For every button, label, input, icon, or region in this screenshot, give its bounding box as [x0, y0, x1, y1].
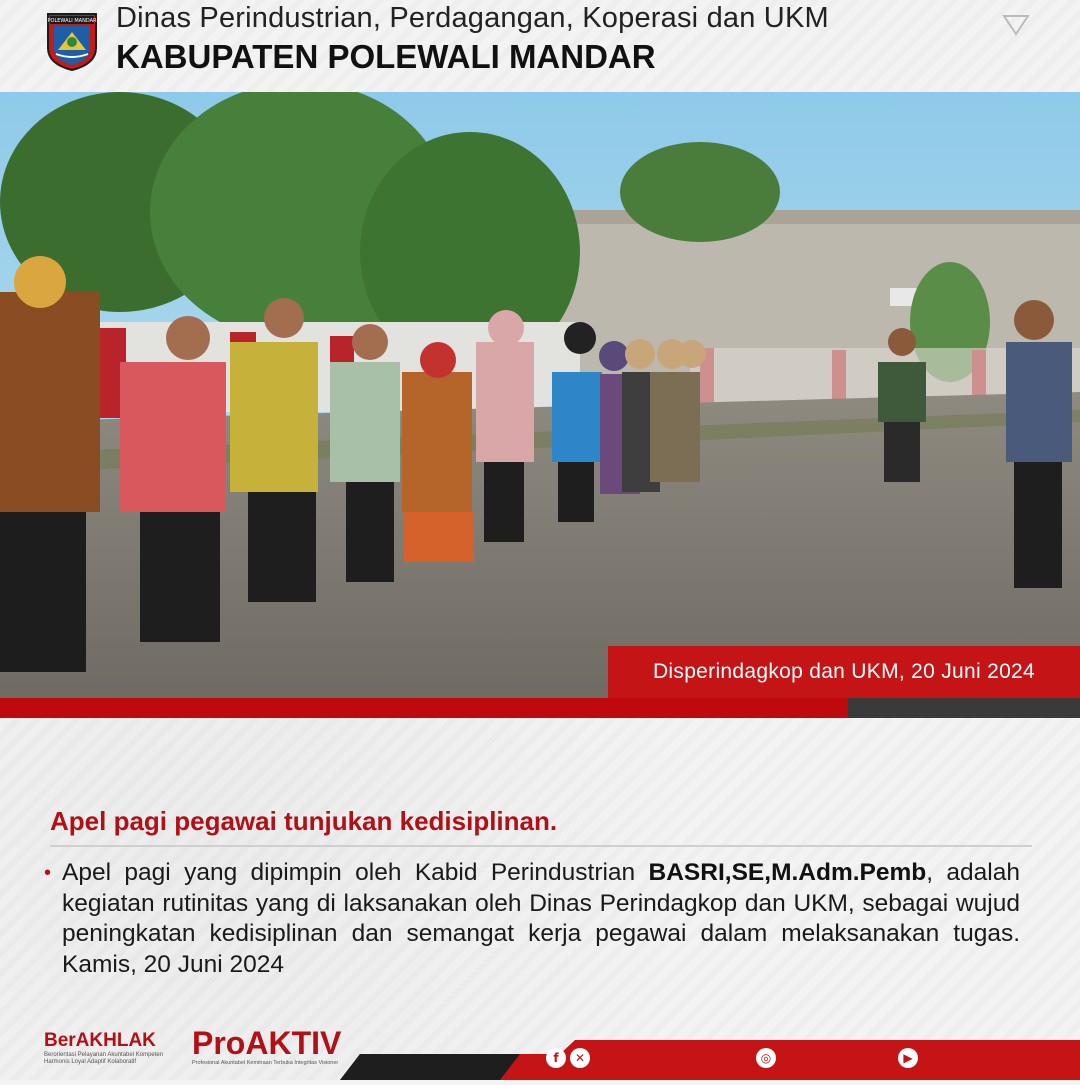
divider-red-bar: [0, 698, 848, 718]
agency-name: Dinas Perindustrian, Perdagangan, Koperasi dan UKM: [116, 2, 829, 34]
x-icon[interactable]: ✕: [570, 1048, 590, 1068]
event-photo: [0, 92, 1080, 698]
paragraph-rest: , adalah kegiatan rutinitas yang di laksanakan oleh Dinas Perindagkop dan UKM, sebagai wujud peningkatan kedisiplinan dan semangat kerja pegawai dalam melaksanakan tugas. Kamis, 20 Juni 2024: [62, 859, 1020, 978]
triangle-down-icon: [1002, 14, 1030, 36]
social-group-1: [546, 1048, 590, 1070]
social-group-2: [756, 1048, 776, 1070]
proaktiv-name: ProAKTIV: [192, 1025, 342, 1061]
header: [0, 0, 1080, 92]
article-body: [44, 858, 1020, 980]
photo-illustration: [0, 92, 1080, 698]
article-title: Apel pagi pegawai tunjukan kedisiplinan.: [50, 806, 558, 836]
proaktiv-tagline: Profesional Akuntabel Kemitraan Terbuka Integritas Visioner: [192, 1060, 339, 1066]
article-divider: [50, 845, 1032, 847]
photo-caption: Disperindagkop dan UKM, 20 Juni 2024: [652, 660, 1036, 683]
regency-logo: [44, 10, 100, 72]
berakhlak-tagline-1: Berorientasi Pelayanan Akuntabel Kompeten: [44, 1052, 164, 1058]
logo-lettering: POLEWALI MANDAR: [47, 18, 97, 24]
article-paragraph: [62, 858, 1020, 980]
berakhlak-name: BerAKHLAK: [44, 1030, 156, 1051]
instagram-icon[interactable]: ◎: [756, 1048, 776, 1068]
berakhlak-logo: [44, 1030, 184, 1074]
facebook-icon[interactable]: f: [546, 1048, 566, 1068]
youtube-icon[interactable]: ▶: [898, 1048, 918, 1068]
regency-name: KABUPATEN POLEWALI MANDAR: [116, 38, 656, 75]
paragraph-start: Apel pagi yang dipimpin oleh Kabid Perindustrian: [62, 859, 649, 886]
bullet-icon: •: [44, 862, 52, 884]
photo-caption-box: [608, 646, 1080, 698]
leader-name: BASRI,SE,M.Adm.Pemb: [648, 859, 927, 886]
proaktiv-logo: [192, 1026, 352, 1076]
social-group-3: [898, 1048, 918, 1070]
berakhlak-tagline-2: Harmonis Loyal Adaptif Kolaboratif: [44, 1059, 137, 1065]
divider-dark-bar: [848, 698, 1080, 718]
